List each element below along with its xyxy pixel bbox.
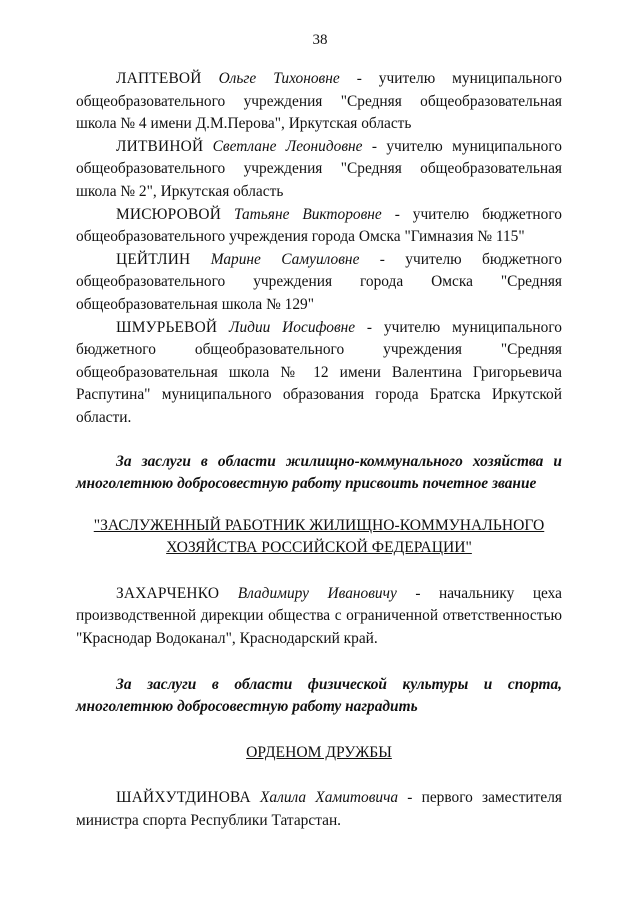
spacer [76,560,562,583]
entry-given-name: Светлане Леонидовне [212,137,363,155]
award-title-housing-line2: ХОЗЯЙСТВА РОССИЙСКОЙ ФЕДЕРАЦИИ" [166,539,472,557]
award-title-housing-line1: "ЗАСЛУЖЕННЫЙ РАБОТНИК ЖИЛИЩНО-КОММУНАЛЬНОГО [93,516,545,534]
spacer [76,430,562,451]
entry-given-name: Владимиру Ивановичу [237,584,397,602]
award-entry-misyurovoy [76,204,562,249]
decree-sport: За заслуги в области физической культуры и спорта, многолетнюю добросовестную работу наградить [76,675,562,716]
award-entry-shmuryevoy [76,317,562,430]
award-entry-laptevoy [76,68,562,136]
entry-given-name: Марине Самуиловне [210,250,360,268]
entry-position: - учителю бюджетного общеобразовательного учреждения города Омска "Средняя общеобразовательная школа № 129" [76,250,562,313]
entry-surname: ШАЙХУТДИНОВА [116,789,251,807]
spacer [76,719,562,742]
award-entry-litvinoy [76,136,562,204]
entry-given-name: Татьяне Викторовне [233,205,382,223]
document-body [76,68,562,833]
page-number: 38 [312,32,328,48]
entry-surname: ЛАПТЕВОЙ [116,70,202,87]
entry-surname: ШМУРЬЕВОЙ [116,318,218,336]
spacer [76,496,562,515]
award-entry-tseytlin [76,249,562,317]
award-entry-zakharchenko [76,583,562,651]
award-title-order-of-friendship: ОРДЕНОМ ДРУЖБЫ [246,743,392,761]
entry-surname: ЛИТВИНОЙ [116,137,204,155]
spacer [76,764,562,787]
award-entry-shaykhutdinov [76,787,562,832]
entry-given-name: Халила Хамитовича [260,789,399,807]
entry-surname: МИСЮРОВОЙ [116,205,222,223]
spacer [76,651,562,674]
decree-housing-services: За заслуги в области жилищно-коммунального хозяйства и многолетнюю добросовестную работу присвоить почетное звание [76,452,562,493]
entry-position: - учителю муниципального бюджетного общеобразовательного учреждения "Средняя общеобразовательная школа № 12 имени Валентина Григорьевича Распутина" муниципального образования города Братска Иркутской области. [76,318,562,426]
entry-position: - учителю муниципального общеобразовательного учреждения "Средняя общеобразовательная школа № 2", Иркутская область [76,137,562,200]
entry-surname: ЦЕЙТЛИН [116,250,191,268]
entry-given-name: Лидии Иосифовне [229,318,356,336]
entry-position: - учителю бюджетного общеобразовательного учреждения города Омска "Гимназия № 115" [76,205,562,246]
entry-surname: ЗАХАРЧЕНКО [116,584,220,602]
entry-position: - первого заместителя министра спорта Республики Татарстан. [76,789,562,830]
entry-position: - учителю муниципального общеобразовательного учреждения "Средняя общеобразовательная школа № 4 имени Д.М.Перова", Иркутская область [76,70,562,133]
entry-position: - начальнику цеха производственной дирекции общества с ограниченной ответственностью "Краснодар Водоканал", Краснодарский край. [76,584,563,648]
entry-given-name: Ольге Тихоновне [218,70,340,87]
